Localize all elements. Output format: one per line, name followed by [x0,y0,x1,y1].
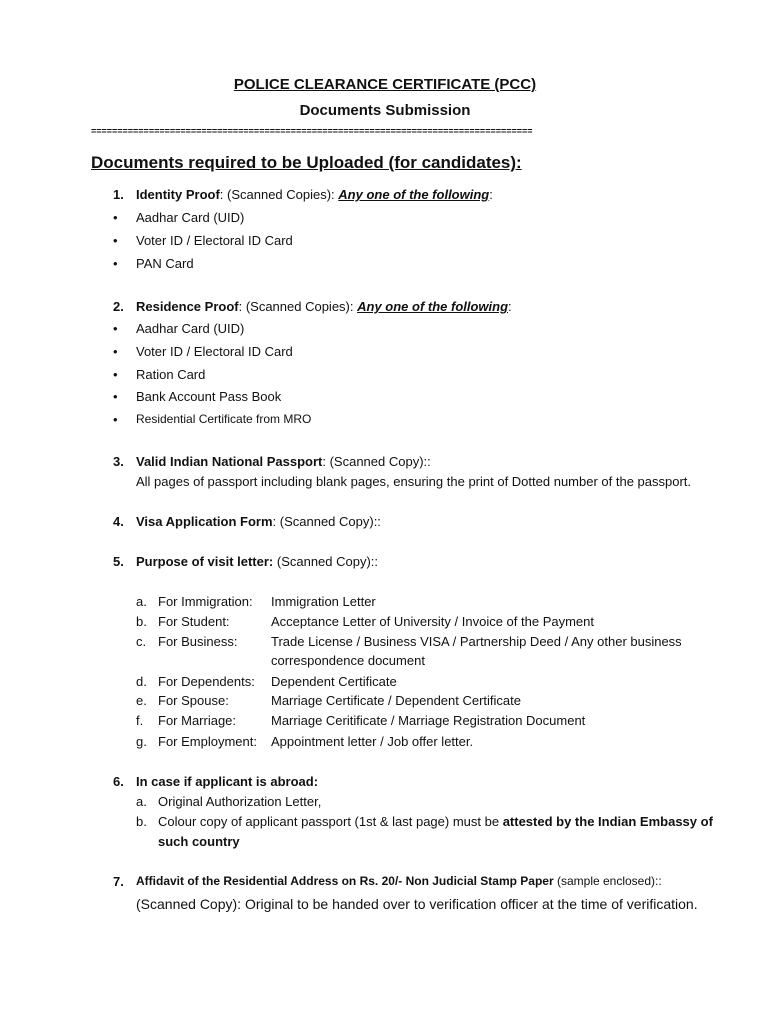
bullet-glyph: • [113,233,118,248]
sub-letter: c. [136,634,147,649]
affidavit-label: Affidavit of the Residential Address on Rs. 20/- Non Judicial Stamp Paper [136,874,554,888]
purpose-value: Marriage Certificate / Dependent Certificate [271,693,522,708]
visit-letter-rest: (Scanned Copy):: [273,554,379,569]
list-item: Aadhar Card (UID) [136,321,245,336]
residence-proof-emphasis: Any one of the following [357,299,509,314]
bullet-glyph: • [113,210,118,225]
purpose-key: For Marriage: [158,713,237,728]
residence-proof-line [136,299,512,314]
list-item: Bank Account Pass Book [136,389,282,404]
visit-letter-line [136,554,378,569]
divider-line: ==================================================================================== [91,126,533,136]
purpose-value: Trade License / Business VISA / Partnership Deed / Any other business [271,634,682,649]
purpose-value: Immigration Letter [271,594,376,609]
visa-form-label: Visa Application Form [136,514,273,529]
identity-proof-label: Identity Proof [136,187,220,202]
bullet-glyph: • [113,389,118,404]
list-item: Voter ID / Electoral ID Card [136,233,293,248]
abroad-item-b-continued: such country [158,834,240,849]
purpose-key: For Spouse: [158,693,229,708]
purpose-key: For Employment: [158,734,257,749]
bullet-glyph: • [113,367,118,382]
purpose-value: Acceptance Letter of University / Invoice of the Payment [271,614,594,629]
list-item: Residential Certificate from MRO [136,412,312,426]
visa-form-line [136,514,381,529]
list-item: Voter ID / Electoral ID Card [136,344,293,359]
visit-letter-label: Purpose of visit letter: [136,554,274,569]
document-subtitle: Documents Submission [299,102,471,119]
item-number-5: 5. [113,554,124,569]
section-heading: Documents required to be Uploaded (for candidates): [91,153,522,172]
purpose-key: For Student: [158,614,230,629]
item-number-1: 1. [113,187,124,202]
passport-detail: All pages of passport including blank pages, ensuring the print of Dotted number of the passport. [136,474,692,489]
sub-letter: b. [136,814,147,829]
identity-proof-line [136,187,493,202]
sub-letter: a. [136,594,147,609]
purpose-value-continued: correspondence document [271,653,425,668]
sub-letter: d. [136,674,147,689]
bullet-glyph: • [113,256,118,271]
affidavit-line [136,874,662,888]
sub-letter: f. [136,713,144,728]
abroad-item-b [158,814,713,829]
list-item: Aadhar Card (UID) [136,210,245,225]
sub-letter: g. [136,734,147,749]
identity-proof-emphasis: Any one of the following [338,187,490,202]
list-item: Ration Card [136,367,206,382]
purpose-value: Marriage Ceritificate / Marriage Registration Document [271,713,586,728]
item-number-7: 7. [113,874,124,889]
passport-label: Valid Indian National Passport [136,454,323,469]
bullet-glyph: • [113,412,118,427]
item-number-6: 6. [113,774,124,789]
visa-form-rest: : (Scanned Copy):: [272,514,381,529]
item-number-4: 4. [113,514,124,529]
affidavit-detail: (Scanned Copy): Original to be handed over to verification officer at the time of verification. [136,896,698,912]
identity-proof-mid: : (Scanned Copies): [219,187,339,202]
passport-rest: : (Scanned Copy):: [322,454,431,469]
passport-line [136,454,431,469]
purpose-value: Dependent Certificate [271,674,397,689]
sub-letter: a. [136,794,147,809]
bullet-glyph: • [113,321,118,336]
item-number-2: 2. [113,299,124,314]
residence-proof-end: : [508,299,512,314]
abroad-label: In case if applicant is abroad: [136,774,319,789]
list-item: PAN Card [136,256,194,271]
affidavit-rest: (sample enclosed):: [553,874,662,888]
purpose-key: For Business: [158,634,238,649]
bullet-glyph: • [113,344,118,359]
purpose-key: For Immigration: [158,594,253,609]
document-title: POLICE CLEARANCE CERTIFICATE (PCC) [233,76,537,93]
residence-proof-mid: : (Scanned Copies): [238,299,358,314]
item-number-3: 3. [113,454,124,469]
purpose-value: Appointment letter / Job offer letter. [271,734,474,749]
sub-letter: e. [136,693,147,708]
sub-letter: b. [136,614,147,629]
abroad-item-b-bold: attested by the Indian Embassy of [502,814,713,829]
abroad-item-a: Original Authorization Letter, [158,794,322,809]
residence-proof-label: Residence Proof [136,299,239,314]
abroad-item-b-text: Colour copy of applicant passport (1st & last page) must be [158,814,503,829]
purpose-key: For Dependents: [158,674,255,689]
identity-proof-end: : [489,187,493,202]
